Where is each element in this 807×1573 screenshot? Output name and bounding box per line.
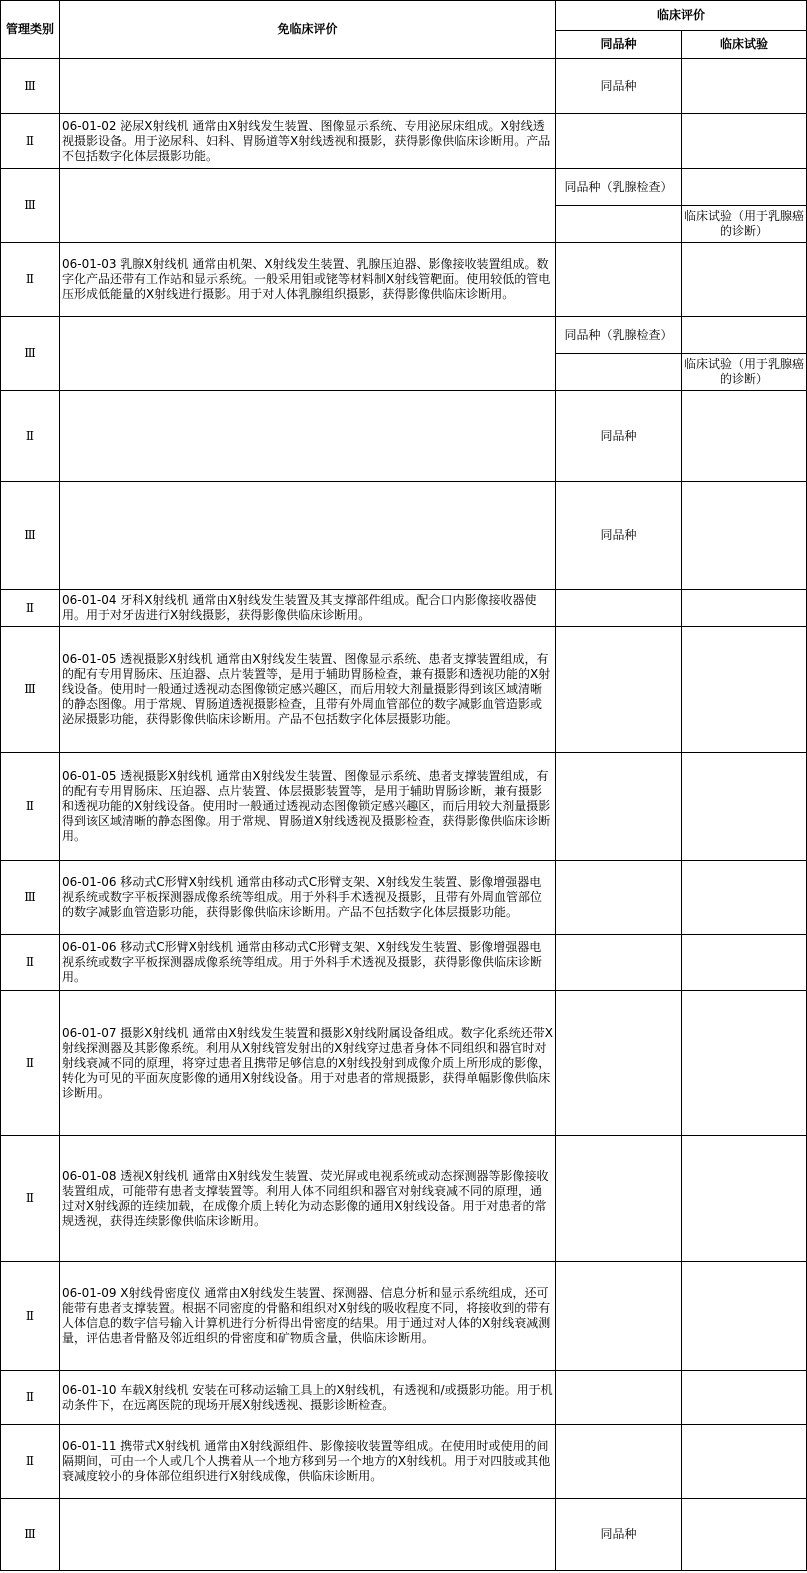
same-variety-cell: [556, 1425, 682, 1499]
category-cell: Ⅱ: [1, 1262, 60, 1371]
same-variety-cell: 同品种: [556, 482, 682, 590]
clinical-trial-cell: 临床试验（用于乳腺癌的诊断）: [682, 206, 807, 243]
clinical-trial-cell: [682, 991, 807, 1136]
table-row: [1, 590, 807, 627]
category-cell: Ⅱ: [1, 753, 60, 861]
description-cell: 06-01-06 移动式C形臂X射线机 通常由移动式C形臂支架、X射线发生装置、影像增强器电视系统或数字平板探测器成像系统等组成。用于外科手术透视及摄影，且带有外周血管部位的数字减影血管造影功能，获得影像供临床诊断用。产品不包括数字化体层摄影功能。: [60, 861, 556, 935]
clinical-trial-cell: [682, 482, 807, 590]
same-variety-cell: [556, 753, 682, 861]
description-cell: 06-01-06 移动式C形臂X射线机 通常由移动式C形臂支架、X射线发生装置、影像增强器电视系统或数字平板探测器成像系统等组成。用于外科手术透视及摄影，获得影像供临床诊断用。: [60, 935, 556, 991]
description-cell: 06-01-11 携带式X射线机 通常由X射线源组件、影像接收装置等组成。在使用时或使用的间隔期间，可由一个人或几个人携着从一个地方移到另一个地方的X射线机。用于对四肢或其他衰减度较小的身体部位组织进行X射线成像，供临床诊断用。: [60, 1425, 556, 1499]
clinical-trial-cell: [682, 1262, 807, 1371]
header-clinical-trial: 临床试验: [682, 31, 807, 59]
category-cell: Ⅲ: [1, 169, 60, 243]
category-cell: Ⅱ: [1, 590, 60, 627]
category-cell: Ⅱ: [1, 991, 60, 1136]
clinical-trial-cell: [682, 590, 807, 627]
same-variety-cell: [556, 206, 682, 243]
description-cell: [60, 59, 556, 114]
clinical-trial-cell: [682, 1425, 807, 1499]
table-row: [1, 627, 807, 753]
table-row: [1, 1425, 807, 1499]
clinical-trial-cell: [682, 59, 807, 114]
table-row: [1, 861, 807, 935]
table-row: [1, 59, 807, 114]
category-cell: Ⅱ: [1, 1425, 60, 1499]
description-cell: 06-01-03 乳腺X射线机 通常由机架、X射线发生装置、乳腺压迫器、影像接收装置组成。数字化产品还带有工作站和显示系统。一般采用钼或铑等材料制X射线管靶面。使用较低的管电压形成低能量的X射线进行摄影。用于对人体乳腺组织摄影，获得影像供临床诊断用。: [60, 243, 556, 317]
description-cell: 06-01-07 摄影X射线机 通常由X射线发生装置和摄影X射线附属设备组成。数字化系统还带X射线探测器及其影像系统。利用从X射线管发射出的X射线穿过患者身体不同组织和器官时对射线衰减不同的原理，将穿过患者且携带足够信息的X射线投射到成像介质上所形成的影像，转化为可见的平面灰度影像的通用X射线设备。用于对患者的常规摄影，获得单幅影像供临床诊断用。: [60, 991, 556, 1136]
same-variety-cell: 同品种: [556, 391, 682, 482]
category-cell: Ⅲ: [1, 482, 60, 590]
category-cell: Ⅱ: [1, 935, 60, 991]
description-cell: 06-01-08 透视X射线机 通常由X射线发生装置、荧光屏或电视系统或动态探测器等影像接收装置组成，可能带有患者支撑装置等。利用人体不同组织和器官对射线衰减不同的原理，通过对X射线源的连续加载，在成像介质上转化为动态影像的通用X射线设备。用于对患者的常规透视，获得连续影像供临床诊断用。: [60, 1136, 556, 1262]
table-row: [1, 1499, 807, 1571]
category-cell: Ⅲ: [1, 59, 60, 114]
header-clinical-evaluation: 临床评价: [556, 1, 807, 31]
same-variety-cell: [556, 935, 682, 991]
same-variety-cell: [556, 114, 682, 169]
clinical-trial-cell: [682, 243, 807, 317]
clinical-trial-cell: [682, 935, 807, 991]
same-variety-cell: [556, 354, 682, 391]
header-mgmt-category: 管理类别: [1, 1, 60, 59]
clinical-trial-cell: [682, 627, 807, 753]
header-exempt-evaluation: 免临床评价: [60, 1, 556, 59]
description-cell: [60, 1499, 556, 1571]
table-row: [1, 317, 807, 354]
description-cell: [60, 482, 556, 590]
category-cell: Ⅲ: [1, 627, 60, 753]
table-row: [1, 1136, 807, 1262]
category-cell: Ⅱ: [1, 114, 60, 169]
clinical-trial-cell: [682, 753, 807, 861]
same-variety-cell: [556, 243, 682, 317]
category-cell: Ⅲ: [1, 861, 60, 935]
clinical-trial-cell: [682, 1136, 807, 1262]
description-cell: 06-01-09 X射线骨密度仪 通常由X射线发生装置、探测器、信息分析和显示系统组成，还可能带有患者支撑装置。根据不同密度的骨骼和组织对X射线的吸收程度不同，将接收到的带有人体信息的数字信号输入计算机进行分析得出骨密度的结果。用于通过对人体的X射线衰减测量，评估患者骨骼及邻近组织的骨密度和矿物质含量，供临床诊断用。: [60, 1262, 556, 1371]
table-row: [1, 935, 807, 991]
same-variety-cell: [556, 1371, 682, 1425]
description-cell: 06-01-10 车载X射线机 安装在可移动运输工具上的X射线机，有透视和/或摄影功能。用于机动条件下，在远离医院的现场开展X射线透视、摄影诊断检查。: [60, 1371, 556, 1425]
category-cell: Ⅱ: [1, 243, 60, 317]
table-row: [1, 1262, 807, 1371]
same-variety-cell: 同品种（乳腺检查）: [556, 169, 682, 206]
table-row: [1, 753, 807, 861]
description-cell: 06-01-02 泌尿X射线机 通常由X射线发生装置、图像显示系统、专用泌尿床组成。X射线透视摄影设备。用于泌尿科、妇科、胃肠道等X射线透视和摄影，获得影像供临床诊断用。产品不包括数字化体层摄影功能。: [60, 114, 556, 169]
same-variety-cell: 同品种: [556, 1499, 682, 1571]
table-row: [1, 391, 807, 482]
clinical-trial-cell: 临床试验（用于乳腺癌的诊断）: [682, 354, 807, 391]
table-row: [1, 243, 807, 317]
description-cell: 06-01-05 透视摄影X射线机 通常由X射线发生装置、图像显示系统、患者支撑装置组成，有的配有专用胃肠床、压迫器、点片装置等，是用于辅助胃肠检查，兼有摄影和透视功能的X射线设备。使用时一般通过透视动态图像锁定感兴趣区，而后用较大剂量摄影得到该区域清晰的静态图像。用于常规、胃肠道透视摄影检查，且带有外周血管部位的数字减影血管造影或泌尿摄影功能，获得影像供临床诊断用。产品不包括数字化体层摄影功能。: [60, 627, 556, 753]
same-variety-cell: [556, 1262, 682, 1371]
description-cell: [60, 169, 556, 243]
description-cell: 06-01-04 牙科X射线机 通常由X射线发生装置及其支撑部件组成。配合口内影像接收器使用。用于对牙齿进行X射线摄影，获得影像供临床诊断用。: [60, 590, 556, 627]
category-cell: Ⅱ: [1, 391, 60, 482]
same-variety-cell: 同品种: [556, 59, 682, 114]
table-row: [1, 1371, 807, 1425]
same-variety-cell: [556, 627, 682, 753]
same-variety-cell: [556, 991, 682, 1136]
header-same-variety: 同品种: [556, 31, 682, 59]
category-cell: Ⅲ: [1, 317, 60, 391]
same-variety-cell: [556, 861, 682, 935]
table-row: [1, 114, 807, 169]
description-cell: [60, 391, 556, 482]
clinical-trial-cell: [682, 391, 807, 482]
clinical-trial-cell: [682, 317, 807, 354]
description-cell: 06-01-05 透视摄影X射线机 通常由X射线发生装置、图像显示系统、患者支撑装置组成，有的配有专用胃肠床、压迫器、点片装置、体层摄影装置等，是用于辅助胃肠诊断，兼有摄影和透视功能的X射线设备。使用时一般通过透视动态图像锁定感兴趣区，而后用较大剂量摄影得到该区域清晰的静态图像。用于常规、胃肠道X射线透视及摄影检查，获得影像供临床诊断用。: [60, 753, 556, 861]
table-row: [1, 169, 807, 206]
clinical-trial-cell: [682, 1499, 807, 1571]
same-variety-cell: 同品种（乳腺检查）: [556, 317, 682, 354]
category-cell: Ⅱ: [1, 1371, 60, 1425]
table-row: [1, 482, 807, 590]
category-cell: Ⅱ: [1, 1136, 60, 1262]
same-variety-cell: [556, 1136, 682, 1262]
clinical-trial-cell: [682, 1371, 807, 1425]
description-cell: [60, 317, 556, 391]
clinical-trial-cell: [682, 861, 807, 935]
clinical-trial-cell: [682, 169, 807, 206]
table-row: [1, 991, 807, 1136]
category-cell: Ⅲ: [1, 1499, 60, 1571]
same-variety-cell: [556, 590, 682, 627]
clinical-trial-cell: [682, 114, 807, 169]
